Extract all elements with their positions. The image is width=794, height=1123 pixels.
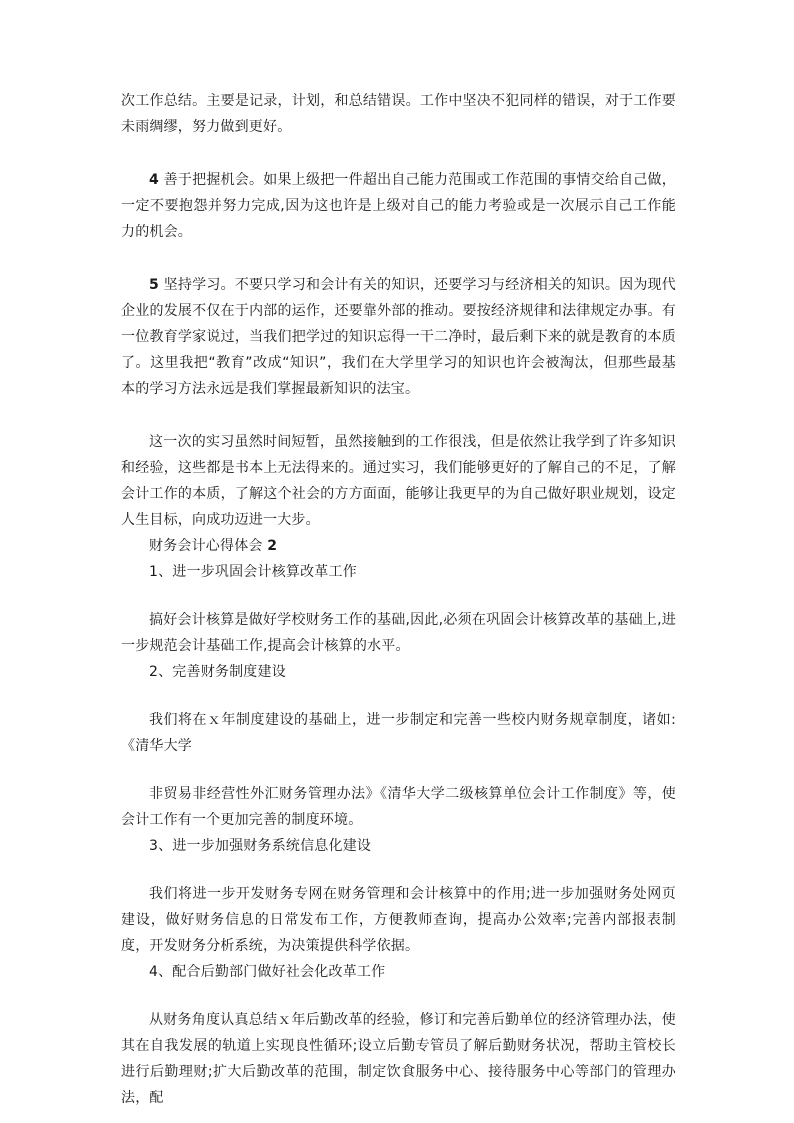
document-page	[121, 88, 676, 1111]
paragraph-logistics-reform: 从财务角度认真总结ｘ年后勤改革的经验，修订和完善后勤单位的经济管理办法，使其在自我发展的轨道上实现良性循环;设立后勤专管员了解后勤财务状况，帮助主管校长进行后勤理财;扩大后勤改革的范围，制定饮食服务中心、接待服务中心等部门的管理办法，配	[121, 1012, 676, 1106]
heading-accounting-reform: 1、进一步巩固会计核算改革工作	[149, 564, 357, 580]
item-number: 4	[149, 172, 159, 188]
heading-informatization: 3、进一步加强财务系统信息化建设	[149, 838, 372, 854]
paragraph-text: 坚持学习。不要只学习和会计有关的知识，还要学习与经济相关的知识。因为现代企业的发展不仅在于内部的运作，还要靠外部的推动。要按经济规律和法律规定办事。有一位教育学家说过，当我们把学过的知识忘得一干二净时，最后剩下来的就是教育的本质了。这里我把“教育”改成“知识”，我们在大学里学习的知识也许会被淘汰，但那些最基本的学习方法永远是我们掌握最新知识的法宝。	[121, 277, 676, 397]
section-title-number: 2	[267, 538, 278, 554]
paragraph-financial-system: 我们将在ｘ年制度建设的基础上，进一步制定和完善一些校内财务规章制度，诸如:《清华大学	[121, 712, 676, 754]
section-title	[121, 533, 676, 559]
item-number: 5	[149, 277, 159, 293]
paragraph-internship-conclusion: 这一次的实习虽然时间短暂，虽然接触到的工作很浅，但是依然让我学到了许多知识和经验，这些都是书本上无法得来的。通过实习，我们能够更好的了解自己的不足，了解会计工作的本质，了解这个社会的方方面面，能够让我更早的为自己做好职业规划，设定人生目标，向成功迈进一大步。	[121, 434, 676, 528]
section-title-text: 财务会计心得体会	[149, 538, 268, 554]
heading-financial-system: 2、完善财务制度建设	[149, 664, 286, 680]
heading-logistics-reform: 4、配合后勤部门做好社会化改革工作	[149, 964, 386, 980]
paragraph-work-summary: 次工作总结。主要是记录，计划，和总结错误。工作中坚决不犯同样的错误，对于工作要未雨绸缪，努力做到更好。	[121, 93, 676, 135]
paragraph-financial-rules: 非贸易非经营性外汇财务管理办法》《清华大学二级核算单位会计工作制度》等，使会计工作有一个更加完善的制度环境。	[121, 786, 676, 828]
paragraph-accounting-reform: 搞好会计核算是做好学校财务工作的基础,因此,必须在巩固会计核算改革的基础上,进一步规范会计基础工作,提高会计核算的水平。	[121, 612, 676, 654]
paragraph-informatization: 我们将进一步开发财务专网在财务管理和会计核算中的作用;进一步加强财务处网页建设，做好财务信息的日常发布工作，方便教师查询，提高办公效率;完善内部报表制度，开发财务分析系统，为决策提供科学依据。	[121, 886, 676, 954]
paragraph-seize-opportunity	[121, 167, 676, 245]
paragraph-text: 善于把握机会。如果上级把一件超出自己能力范围或工作范围的事情交给自己做，一定不要抱怨并努力完成,因为这也许是上级对自己的能力考验或是一次展示自己工作能力的机会。	[121, 172, 676, 240]
paragraph-keep-learning	[121, 272, 676, 402]
